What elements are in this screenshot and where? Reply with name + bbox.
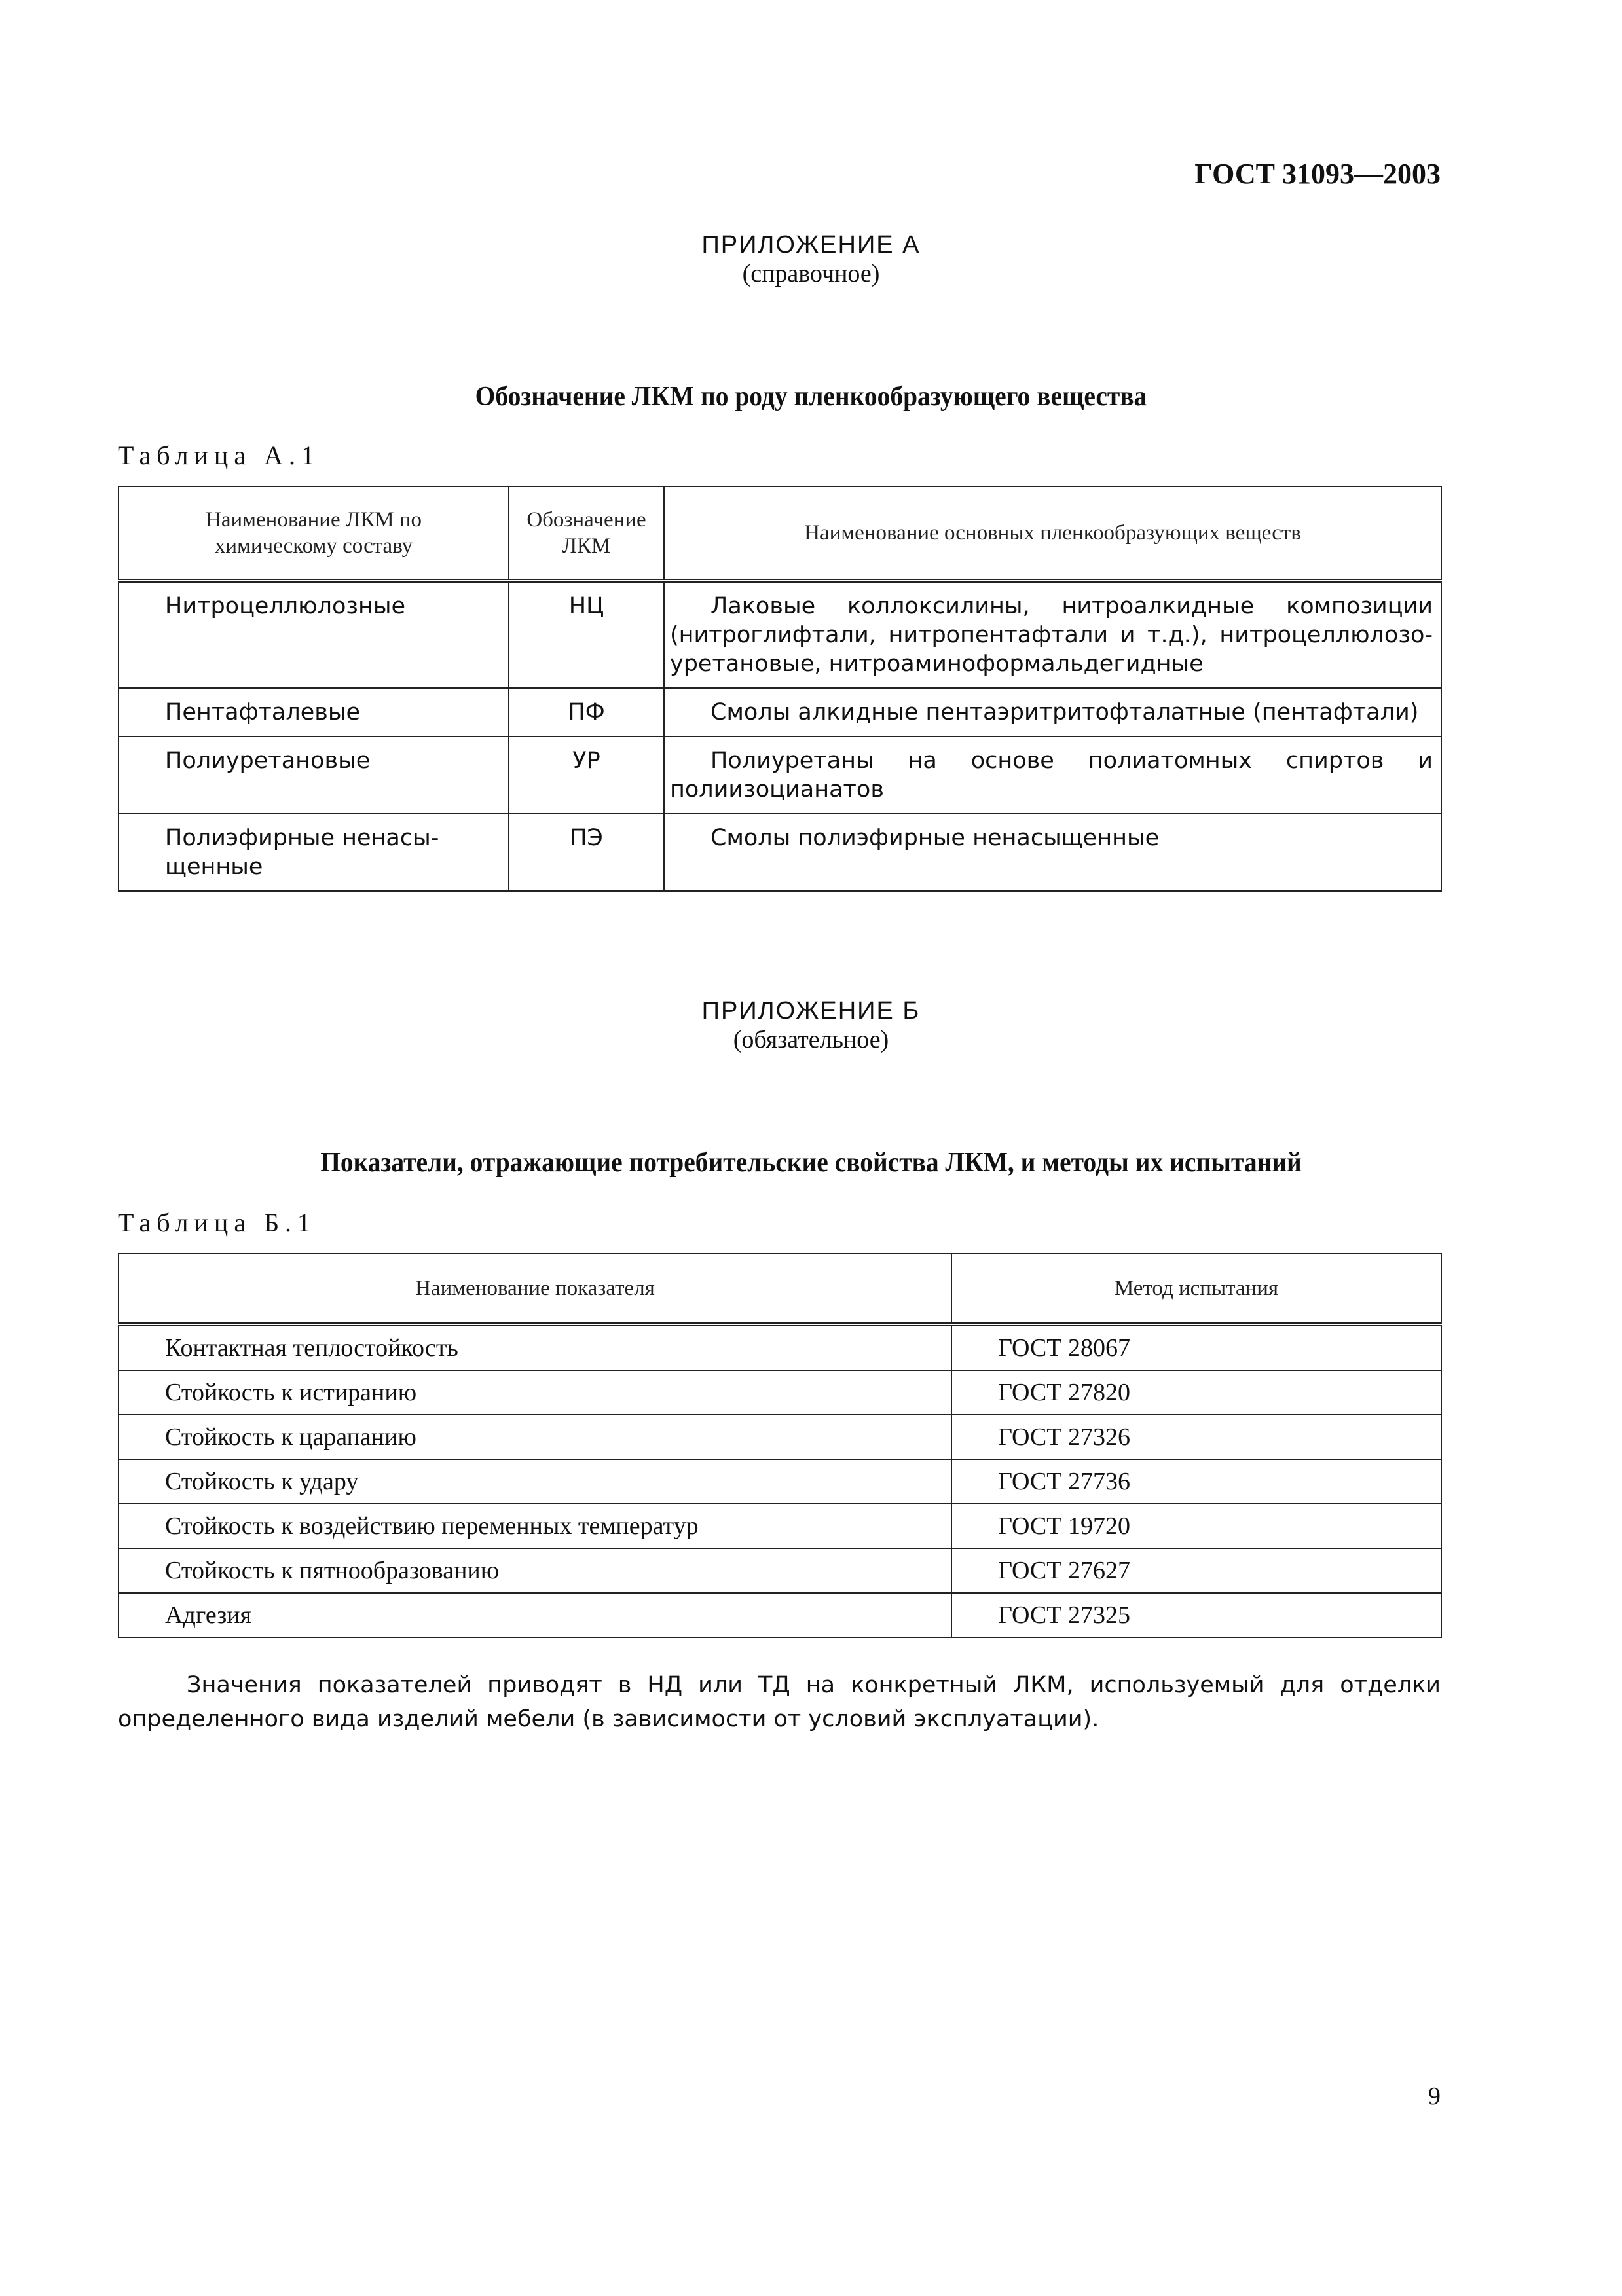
- cell-indicator: Контактная теплостойкость: [119, 1324, 951, 1370]
- table-a1-caption: Таблица А.1: [118, 441, 320, 470]
- cell-name: Полиуретановые: [119, 737, 509, 814]
- table-row: [119, 1459, 1441, 1504]
- appendix-a-heading: Обозначение ЛКМ по роду пленкообразующего вещества: [475, 382, 1147, 412]
- table-b1-caption: Таблица Б.1: [118, 1208, 317, 1237]
- note-paragraph: Значения показателей приводят в НД или ТД на конкретный ЛКМ, используемый для отделки определенного вида изделий мебели (в зависимости от условий эксплуатации).: [118, 1672, 1441, 1732]
- cell-indicator: Стойкость к воздействию переменных температур: [119, 1504, 951, 1548]
- cell-code: ПФ: [509, 688, 664, 737]
- appendix-b-status: (обязательное): [733, 1026, 889, 1053]
- cell-indicator: Адгезия: [119, 1593, 951, 1637]
- cell-code: ПЭ: [509, 814, 664, 891]
- table-row: [119, 1548, 1441, 1593]
- appendix-a-header: [0, 230, 1622, 288]
- table-row: [119, 1324, 1441, 1370]
- cell-method: ГОСТ 19720: [951, 1504, 1441, 1548]
- table-row: [119, 1370, 1441, 1415]
- table-a1: [118, 486, 1442, 892]
- table-row: [119, 1593, 1441, 1637]
- appendix-b-title: ПРИЛОЖЕНИЕ Б: [701, 997, 921, 1025]
- cell-method: ГОСТ 27627: [951, 1548, 1441, 1593]
- document-code: ГОСТ 31093—2003: [1194, 158, 1441, 190]
- column-header-substances: Наименование основных пленкообразующих веществ: [664, 486, 1441, 581]
- cell-indicator: Стойкость к пятнообразованию: [119, 1548, 951, 1593]
- cell-method: ГОСТ 27820: [951, 1370, 1441, 1415]
- cell-method: ГОСТ 27736: [951, 1459, 1441, 1504]
- cell-name: Нитроцеллюлозные: [119, 581, 509, 688]
- appendix-a-title: ПРИЛОЖЕНИЕ А: [701, 231, 921, 259]
- cell-indicator: Стойкость к удару: [119, 1459, 951, 1504]
- column-header-name: Наименование ЛКМ по химическому составу: [119, 486, 509, 581]
- cell-method: ГОСТ 28067: [951, 1324, 1441, 1370]
- table-row: [119, 737, 1441, 814]
- table-row: [119, 1415, 1441, 1459]
- column-header-indicator: Наименование показателя: [119, 1254, 951, 1324]
- cell-indicator: Стойкость к царапанию: [119, 1415, 951, 1459]
- cell-indicator: Стойкость к истиранию: [119, 1370, 951, 1415]
- table-row: [119, 1504, 1441, 1548]
- cell-method: ГОСТ 27326: [951, 1415, 1441, 1459]
- cell-code: УР: [509, 737, 664, 814]
- cell-substances: Полиуретаны на основе полиатомных спиртов и полиизоцианатов: [664, 737, 1441, 814]
- cell-code: НЦ: [509, 581, 664, 688]
- column-header-code: Обозначение ЛКМ: [509, 486, 664, 581]
- table-row: [119, 581, 1441, 688]
- column-header-method: Метод испытания: [951, 1254, 1441, 1324]
- table-row: [119, 688, 1441, 737]
- cell-substances: Смолы полиэфирные ненасыщенные: [664, 814, 1441, 891]
- cell-name: Пентафталевые: [119, 688, 509, 737]
- appendix-b-heading: Показатели, отражающие потребительские свойства ЛКМ, и методы их испытаний: [320, 1148, 1302, 1178]
- cell-name: Полиэфирные ненасы-щенные: [119, 814, 509, 891]
- page-number: 9: [1428, 2083, 1441, 2110]
- table-b1: [118, 1253, 1442, 1638]
- cell-substances: Лаковые коллоксилины, нитроалкидные композиции (нитроглифтали, нитропентафтали и т.д.), нитроцеллюлозо-уретановые, нитроаминоформальдегидные: [664, 581, 1441, 688]
- cell-method: ГОСТ 27325: [951, 1593, 1441, 1637]
- appendix-a-status: (справочное): [742, 260, 880, 287]
- cell-substances: Смолы алкидные пентаэритритофталатные (пентафтали): [664, 688, 1441, 737]
- table-row: [119, 814, 1441, 891]
- appendix-b-header: [0, 996, 1622, 1054]
